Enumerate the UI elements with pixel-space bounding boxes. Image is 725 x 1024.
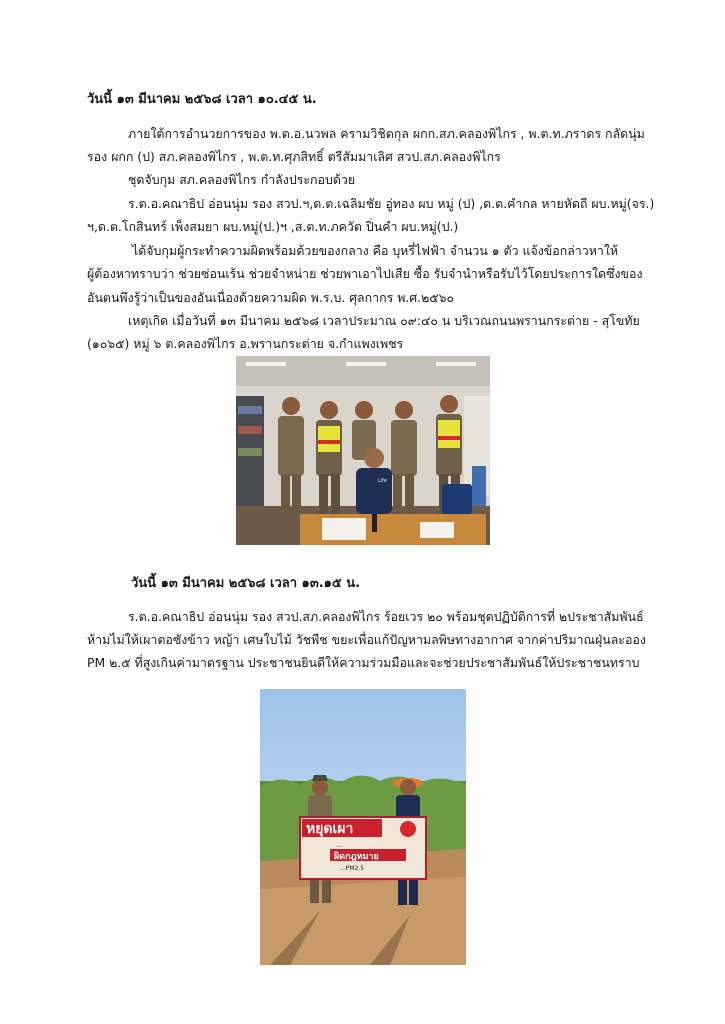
report2-line1: ร.ต.อ.คณาธิป อ่อนนุ่ม รอง สวป.สภ.คลองพิไกร ร้อยเวร ๒๐ พร้อมชุดปฏิบัติการที่ ๒ประชาสัมพันธ์ [128, 609, 644, 624]
banner-title: หยุดเผา [306, 821, 354, 837]
report2-heading: วันนี้ ๑๓ มีนาคม ๒๕๖๘ เวลา ๑๓.๑๕ น. [131, 576, 361, 591]
report1-line9: เหตุเกิด เมื่อวันที่ ๑๓ มีนาคม ๒๕๖๘ เวลาประมาณ ๐๙:๔๐ น บริเวณถนนพรานกระต่าย - สุโขทัย [128, 313, 640, 328]
report2-line2: ห้ามไม่ให้เผาตอซังข้าว หญ้า เศษใบไม้ วัชพืช ขยะเพื่อแก้ปัญหามลพิษทางอากาศ จากค่าปริมาณฝุ่นละออง [87, 632, 646, 647]
report1-line5: ฯ,ด.ต.โกสินทร์ เพ็งสมยา ผบ.หมู่(ป.)ฯ ,ส.ต.ท.ภควัต ปิ่นคำ ผบ.หมู่(ป.) [87, 219, 459, 234]
report2-line3: PM ๒.๕ ที่สูงเกินค่ามาตรฐาน ประชาชนยินดีให้ความร่วมมือและจะช่วยประชาสัมพันธ์ให้ประชาชนทราบ [87, 655, 640, 670]
banner-line2: ผิดกฎหมาย [334, 852, 379, 862]
field-campaign-photo [260, 689, 466, 965]
report1-line7: ผู้ต้องหาทราบว่า ช่วยซ่อนเร้น ช่วยจำหน่าย ช่วยพาเอาไปเสีย ซื้อ รับจำนำหรือรับไว้โดยประการใดซึ่งของ [87, 266, 643, 281]
report1-line8: อันตนพึงรู้ว่าเป็นของอันเนื่องด้วยความผิด พ.ร.บ. ศุลกากร พ.ศ.๒๕๖๐ [87, 290, 455, 305]
banner-line3: ...PM2.5 [340, 865, 365, 872]
report1-line6: ได้จับกุมผู้กระทำความผิดพร้อมด้วยของกลาง คือ บุหรี่ไฟฟ้า จำนวน ๑ ตัว แจ้งข้อกล่าวหาให้ [132, 243, 619, 258]
shirt-text: Life [378, 478, 388, 484]
arrest-photo [236, 356, 490, 545]
banner-line1: ... [336, 842, 342, 849]
report1-line3: ชุดจับกุม สภ.คลองพิไกร กำลังประกอบด้วย [128, 172, 356, 187]
report1-line1: ภายใต้การอำนวยการของ พ.ต.อ.นวพล ครามวิชิตกุล ผกก.สภ.คลองพิไกร , พ.ต.ท.ภราดร กลัดนุ่ม [128, 126, 645, 141]
report1-line2: รอง ผกก (ป) สภ.คลองพิไกร , พ.ต.ท.ศุภสิทธิ์ ตรีสัมมาเลิศ สวป.สภ.คลองพิไกร [87, 149, 501, 164]
report1-line4: ร.ต.อ.คณาธิป อ่อนนุ่ม รอง สวป.ฯ,ด.ต.เฉลิมชัย อู่ทอง ผบ หมู่ (ป) ,ด.ต.คำกล หายหัดถี ผบ.หมู่(จร.) [128, 196, 655, 211]
report1-line10: (๑๐๖๕) หมู่ ๖ ต.คลองพิไกร อ.พรานกระต่าย จ.กำแพงเพชร [87, 336, 404, 351]
report1-heading: วันนี้ ๑๓ มีนาคม ๒๕๖๘ เวลา ๑๐.๔๕ น. [87, 92, 317, 107]
